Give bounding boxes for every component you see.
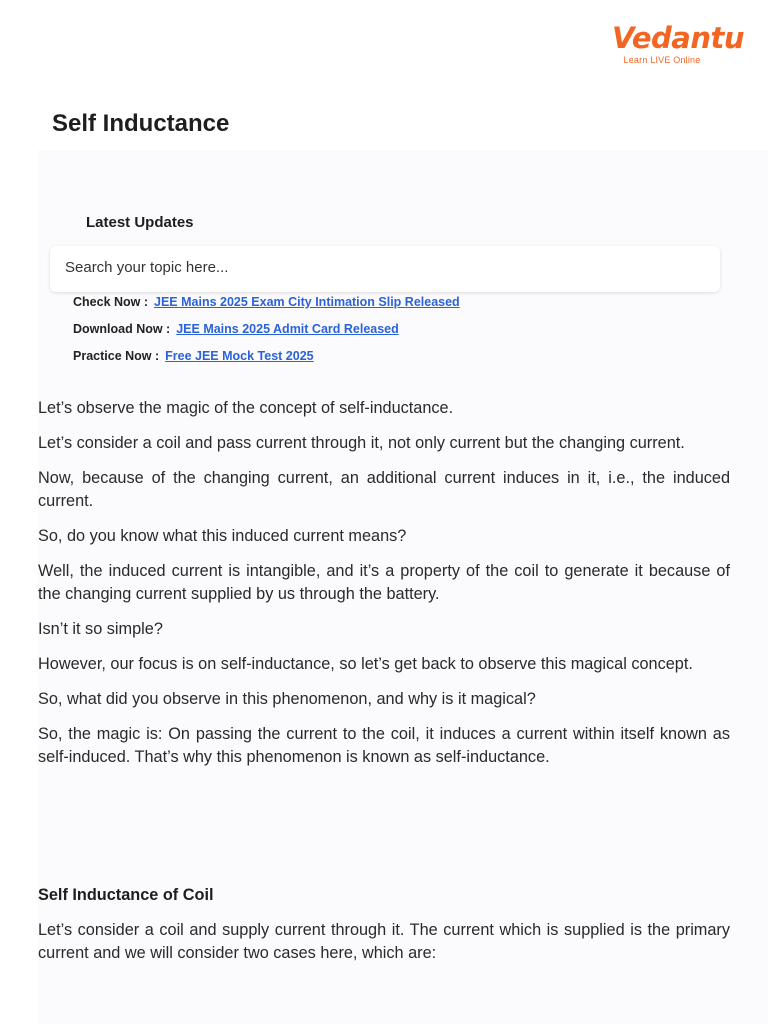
- update-link[interactable]: JEE Mains 2025 Admit Card Released: [176, 322, 399, 336]
- update-row-check: [73, 295, 460, 309]
- paragraph: However, our focus is on self-inductance, so let’s get back to observe this magical concept.: [38, 655, 693, 673]
- search-box[interactable]: [50, 246, 720, 292]
- paragraph: So, do you know what this induced current means?: [38, 527, 407, 545]
- update-label: Download Now :: [73, 322, 171, 336]
- paragraph: Well, the induced current is intangible, and it’s a property of the coil to generate it because of the changing current supplied by us through the battery.: [38, 562, 730, 603]
- update-label: Practice Now :: [73, 349, 160, 363]
- logo-tagline: Learn LIVE Online: [623, 55, 701, 65]
- section-body: [38, 919, 730, 977]
- paragraph: Isn’t it so simple?: [38, 620, 163, 638]
- search-input[interactable]: [65, 259, 665, 276]
- update-row-practice: [73, 349, 314, 363]
- page-header: [0, 0, 768, 100]
- paragraph: Let’s consider a coil and pass current through it, not only current but the changing current.: [38, 434, 685, 452]
- paragraph: Now, because of the changing current, an additional current induces in it, i.e., the induced current.: [38, 469, 730, 510]
- logo-wordmark: Vedantu: [612, 21, 744, 55]
- paragraph: Let’s consider a coil and supply current through it. The current which is supplied is the primary current and we will consider two cases here, which are:: [38, 921, 730, 962]
- update-link[interactable]: JEE Mains 2025 Exam City Intimation Slip Released: [154, 295, 460, 309]
- section-heading: Self Inductance of Coil: [38, 886, 214, 904]
- article-body: [38, 397, 730, 781]
- paragraph: So, what did you observe in this phenomenon, and why is it magical?: [38, 690, 536, 708]
- vedantu-logo[interactable]: [612, 21, 744, 65]
- paragraph: Let’s observe the magic of the concept of self-inductance.: [38, 399, 454, 417]
- paragraph: So, the magic is: On passing the current to the coil, it induces a current within itself known as self-induced. That’s why this phenomenon is known as self-inductance.: [38, 725, 730, 766]
- update-row-download: [73, 322, 399, 336]
- page-title: Self Inductance: [52, 110, 230, 137]
- update-link[interactable]: Free JEE Mock Test 2025: [165, 349, 314, 363]
- latest-updates-title: Latest Updates: [86, 214, 194, 231]
- update-label: Check Now :: [73, 295, 149, 309]
